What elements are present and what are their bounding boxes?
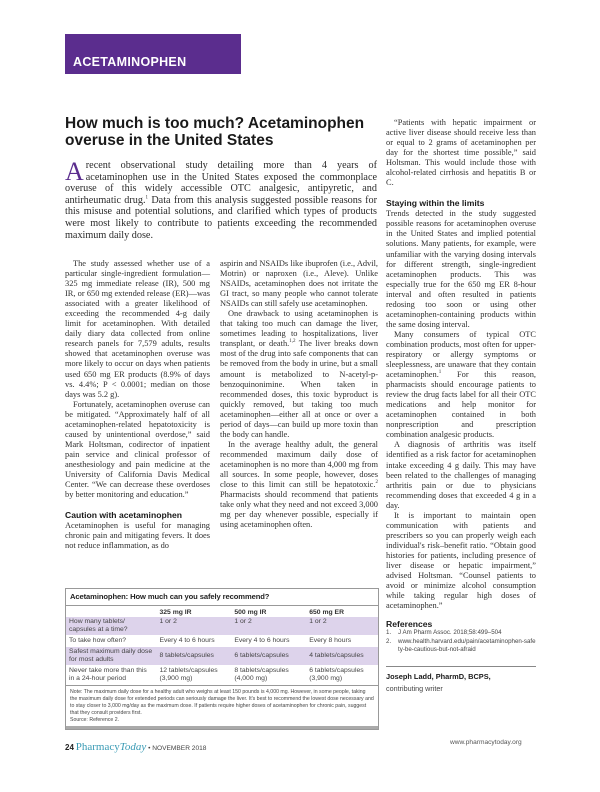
row-label: Safest maximum daily dose for most adults xyxy=(66,647,156,666)
paragraph: Trends detected in the study suggested possible reasons for acetaminophen overuse in the United States and implied potential solutions. Many patients, for example, were unfamiliar with the varying dosing intervals for different strength, single-ingredient acetaminophen products. This was especially true for the 650 mg ER 8-hour interval and often resulted in patients redosing too soon or using other acetaminophen-containing products within the same dosing interval. xyxy=(386,209,536,329)
paragraph-text-rest: Pharmacists should recommend that patients take only what they need and not exceed 3,000 mg per day whenever possible, especially if using acetaminophen often. xyxy=(220,490,378,530)
table-cell: 1 or 2 xyxy=(306,617,378,636)
section-label: ACETAMINOPHEN xyxy=(73,55,187,69)
subhead-caution: Caution with acetaminophen xyxy=(65,510,182,521)
citation: 1 xyxy=(145,195,149,201)
column-3 xyxy=(386,118,536,694)
subhead-limits: Staying within the limits xyxy=(386,198,485,209)
table-cell: Every 8 hours xyxy=(306,636,378,647)
lede-text: recent observational study detailing more than 4 years of acetaminophen use in the United States exposed the commonplace overuse of this widely accessible OTC analgesic, antipyretic, and antirheumatic drug. xyxy=(65,160,377,206)
table-header: 650 mg ER xyxy=(309,609,344,616)
reference-number: 2. xyxy=(386,637,392,645)
brand-part: Pharmacy xyxy=(75,741,120,753)
table-cell: 6 tablets/capsules xyxy=(231,647,306,666)
paragraph: “Patients with hepatic impairment or active liver disease should receive less than or equal to 2 grams of acetaminophen per day for the shortest time possible,” said Holtsman. This would include those with alcohol-related cirrhosis and hepatitis B or C. xyxy=(386,118,536,188)
paragraph-text: One drawback to using acetaminophen is that taking too much can damage the liver, sometimes leading to hospitalizations, liver transplant, or death. xyxy=(220,309,378,349)
paragraph-text: Many consumers of typical OTC combination products, most often for upper-respiratory or allergy symptoms or sleeplessness, are unaware that they contain acetaminophen. xyxy=(386,329,536,380)
paragraph xyxy=(220,440,378,530)
dosage-table xyxy=(65,588,379,730)
section-banner xyxy=(65,34,241,74)
paragraph-text-rest: For this reason, pharmacists should encourage patients to review the drug facts label for all their OTC medications and help monitor for acetaminophen contained in both nonprescription and prescription combination analgesic products. xyxy=(386,370,536,440)
brand-part: Today xyxy=(119,741,147,753)
table-row xyxy=(66,636,378,647)
paragraph: Acetaminophen is useful for managing chronic pain and mitigating fevers. It does not reduce inflammation, as do xyxy=(65,521,210,551)
drop-cap: A xyxy=(65,157,84,186)
table-cell: 1 or 2 xyxy=(231,617,306,636)
footer-url[interactable]: www.pharmacytoday.org xyxy=(450,739,522,746)
reference-item xyxy=(386,629,536,637)
table-bottom-rule xyxy=(66,726,378,729)
column-1 xyxy=(65,259,210,551)
paragraph: It is important to maintain open communication with patients and prescribers so you can properly weigh each individual's risk–benefit ratio. “Obtain good histories for patients, including presence of liver disease or hepatic impairment,” advised Holtsman. “Counsel patients to avoid or minimize alcohol consumption while taking regular high doses of acetaminophen.” xyxy=(386,510,536,611)
paragraph: A diagnosis of arthritis was itself identified as a risk factor for acetaminophen intake exceeding 4 g daily. This may have been related to the challenges of managing arthritis pain or due to physicians recommending doses that exceeded 4 g in a day. xyxy=(386,440,536,510)
paragraph-text: In the average healthy adult, the general recommended maximum daily dose of acetaminophen is no more than 4,000 mg from all sources. In some people, however, doses close to this limit can still be hepatotoxic. xyxy=(220,439,378,490)
publication-logo xyxy=(76,741,146,753)
issue-date: • NOVEMBER 2018 xyxy=(148,745,207,752)
byline-name: Joseph Ladd, PharmD, BCPS, xyxy=(386,672,491,682)
table-note xyxy=(66,685,378,726)
table-cell: 1 or 2 xyxy=(156,617,231,636)
table-header-row xyxy=(66,606,378,617)
paragraph-text-rest: The liver breaks down most of the drug into safe components that can be removed from the body in urine, but a small amount is metabolized to N-acetyl-p-benzoquinonimine. When taken in recommended doses, this toxic byproduct is quickly removed, but taking too much acetaminophen—either all at once or over a period of days—can build up more toxin than the body can handle. xyxy=(220,339,379,439)
reference-number: 1. xyxy=(386,629,392,637)
table-cell: 8 tablets/capsules (4,000 mg) xyxy=(231,666,306,685)
note-text: Note: The maximum daily dose for a healthy adult who weighs at least 150 pounds is 4,000 mg. However, in some people, taking the maximum daily dose for extended periods can seriously damage the liver. It's best to recommend the lowest dose necessary and to stay closer to 3,000 mg/day as the maximum dose. If patients require higher doses of acetaminophen for chronic pain, suggest that they consult providers first. xyxy=(70,689,374,716)
table-cell: 6 tablets/capsules (3,900 mg) xyxy=(306,666,378,685)
reference-text: J Am Pharm Assoc. 2018;58:499–504 xyxy=(398,629,502,637)
references-list xyxy=(386,629,536,654)
table-row xyxy=(66,647,378,666)
citation: 1 xyxy=(438,370,442,376)
article-lede xyxy=(65,157,377,241)
table-header xyxy=(66,606,156,617)
table-header: 325 mg IR xyxy=(159,609,192,616)
article-title: How much is too much? Acetaminophen overuse in the United States xyxy=(65,115,365,149)
page-footer xyxy=(65,741,206,753)
paragraph: aspirin and NSAIDs like ibuprofen (i.e., Advil, Motrin) or naproxen (i.e., Aleve). Unlike NSAIDs, acetaminophen does not irritate the GI tract, so many people who cannot tolerate NSAIDs can still safely use acetaminophen. xyxy=(220,259,378,309)
table-title: Acetaminophen: How much can you safely recommend? xyxy=(66,589,378,606)
reference-item[interactable] xyxy=(386,638,536,655)
references-title: References xyxy=(386,619,433,630)
table-row xyxy=(66,666,378,685)
byline-divider xyxy=(386,666,536,667)
row-label: To take how often? xyxy=(66,636,156,647)
table-row xyxy=(66,617,378,636)
citation: 2 xyxy=(375,480,378,486)
table-cell: 12 tablets/capsules (3,900 mg) xyxy=(156,666,231,685)
paragraph: Fortunately, acetaminophen overuse can be mitigated. “Approximately half of all acetaminophen-related hepatotoxicity is caused by unintentional overdose,” said Mark Holtsman, codirector of inpatient pain service and clinical professor of anesthesiology and pain medicine at the University of California Davis Medical Center. “We can decrease these overdoses by better monitoring and education.” xyxy=(65,399,210,500)
byline-role: contributing writer xyxy=(386,683,443,693)
table-cell: Every 4 to 6 hours xyxy=(156,636,231,647)
column-2 xyxy=(220,259,378,530)
citation: 1,2 xyxy=(289,339,296,345)
paragraph xyxy=(220,309,378,440)
lede-text-rest: Data from this analysis suggested possible reasons for this misuse and potential solutions, and clarified which types of products were most likely to contribute to patients exceeding the recommended maximum daily dose. xyxy=(65,194,377,241)
row-label: Never take more than this in a 24-hour period xyxy=(66,666,156,685)
table-cell: 4 tablets/capsules xyxy=(306,647,378,666)
source-text: Source: Reference 2. xyxy=(70,717,120,723)
page-number: 24 xyxy=(65,743,74,752)
paragraph: The study assessed whether use of a particular single-ingredient formulation—325 mg immediate release (IR), 500 mg IR, or 650 mg extended release (ER)—was associated with a greater likelihood of exceeding the recommended 4-g daily limit for acetaminophen. With detailed daily diary data collected from online research panels for 7,579 adults, results showed that acetaminophen overuse was more likely to occur on days when patients used 650 mg ER products (8.9% of days vs. 4.4%; P < 0.0001; median on those days was 5.2 g). xyxy=(65,259,210,399)
dosage-grid xyxy=(66,606,378,685)
paragraph xyxy=(386,330,536,441)
table-header: 500 mg IR xyxy=(234,609,267,616)
table-cell: 8 tablets/capsules xyxy=(156,647,231,666)
row-label: How many tablets/ capsules at a time? xyxy=(66,617,156,636)
table-cell: Every 4 to 6 hours xyxy=(231,636,306,647)
reference-link[interactable]: www.health.harvard.edu/pain/acetaminophen-safety-be-cautious-but-not-afraid xyxy=(398,637,536,654)
